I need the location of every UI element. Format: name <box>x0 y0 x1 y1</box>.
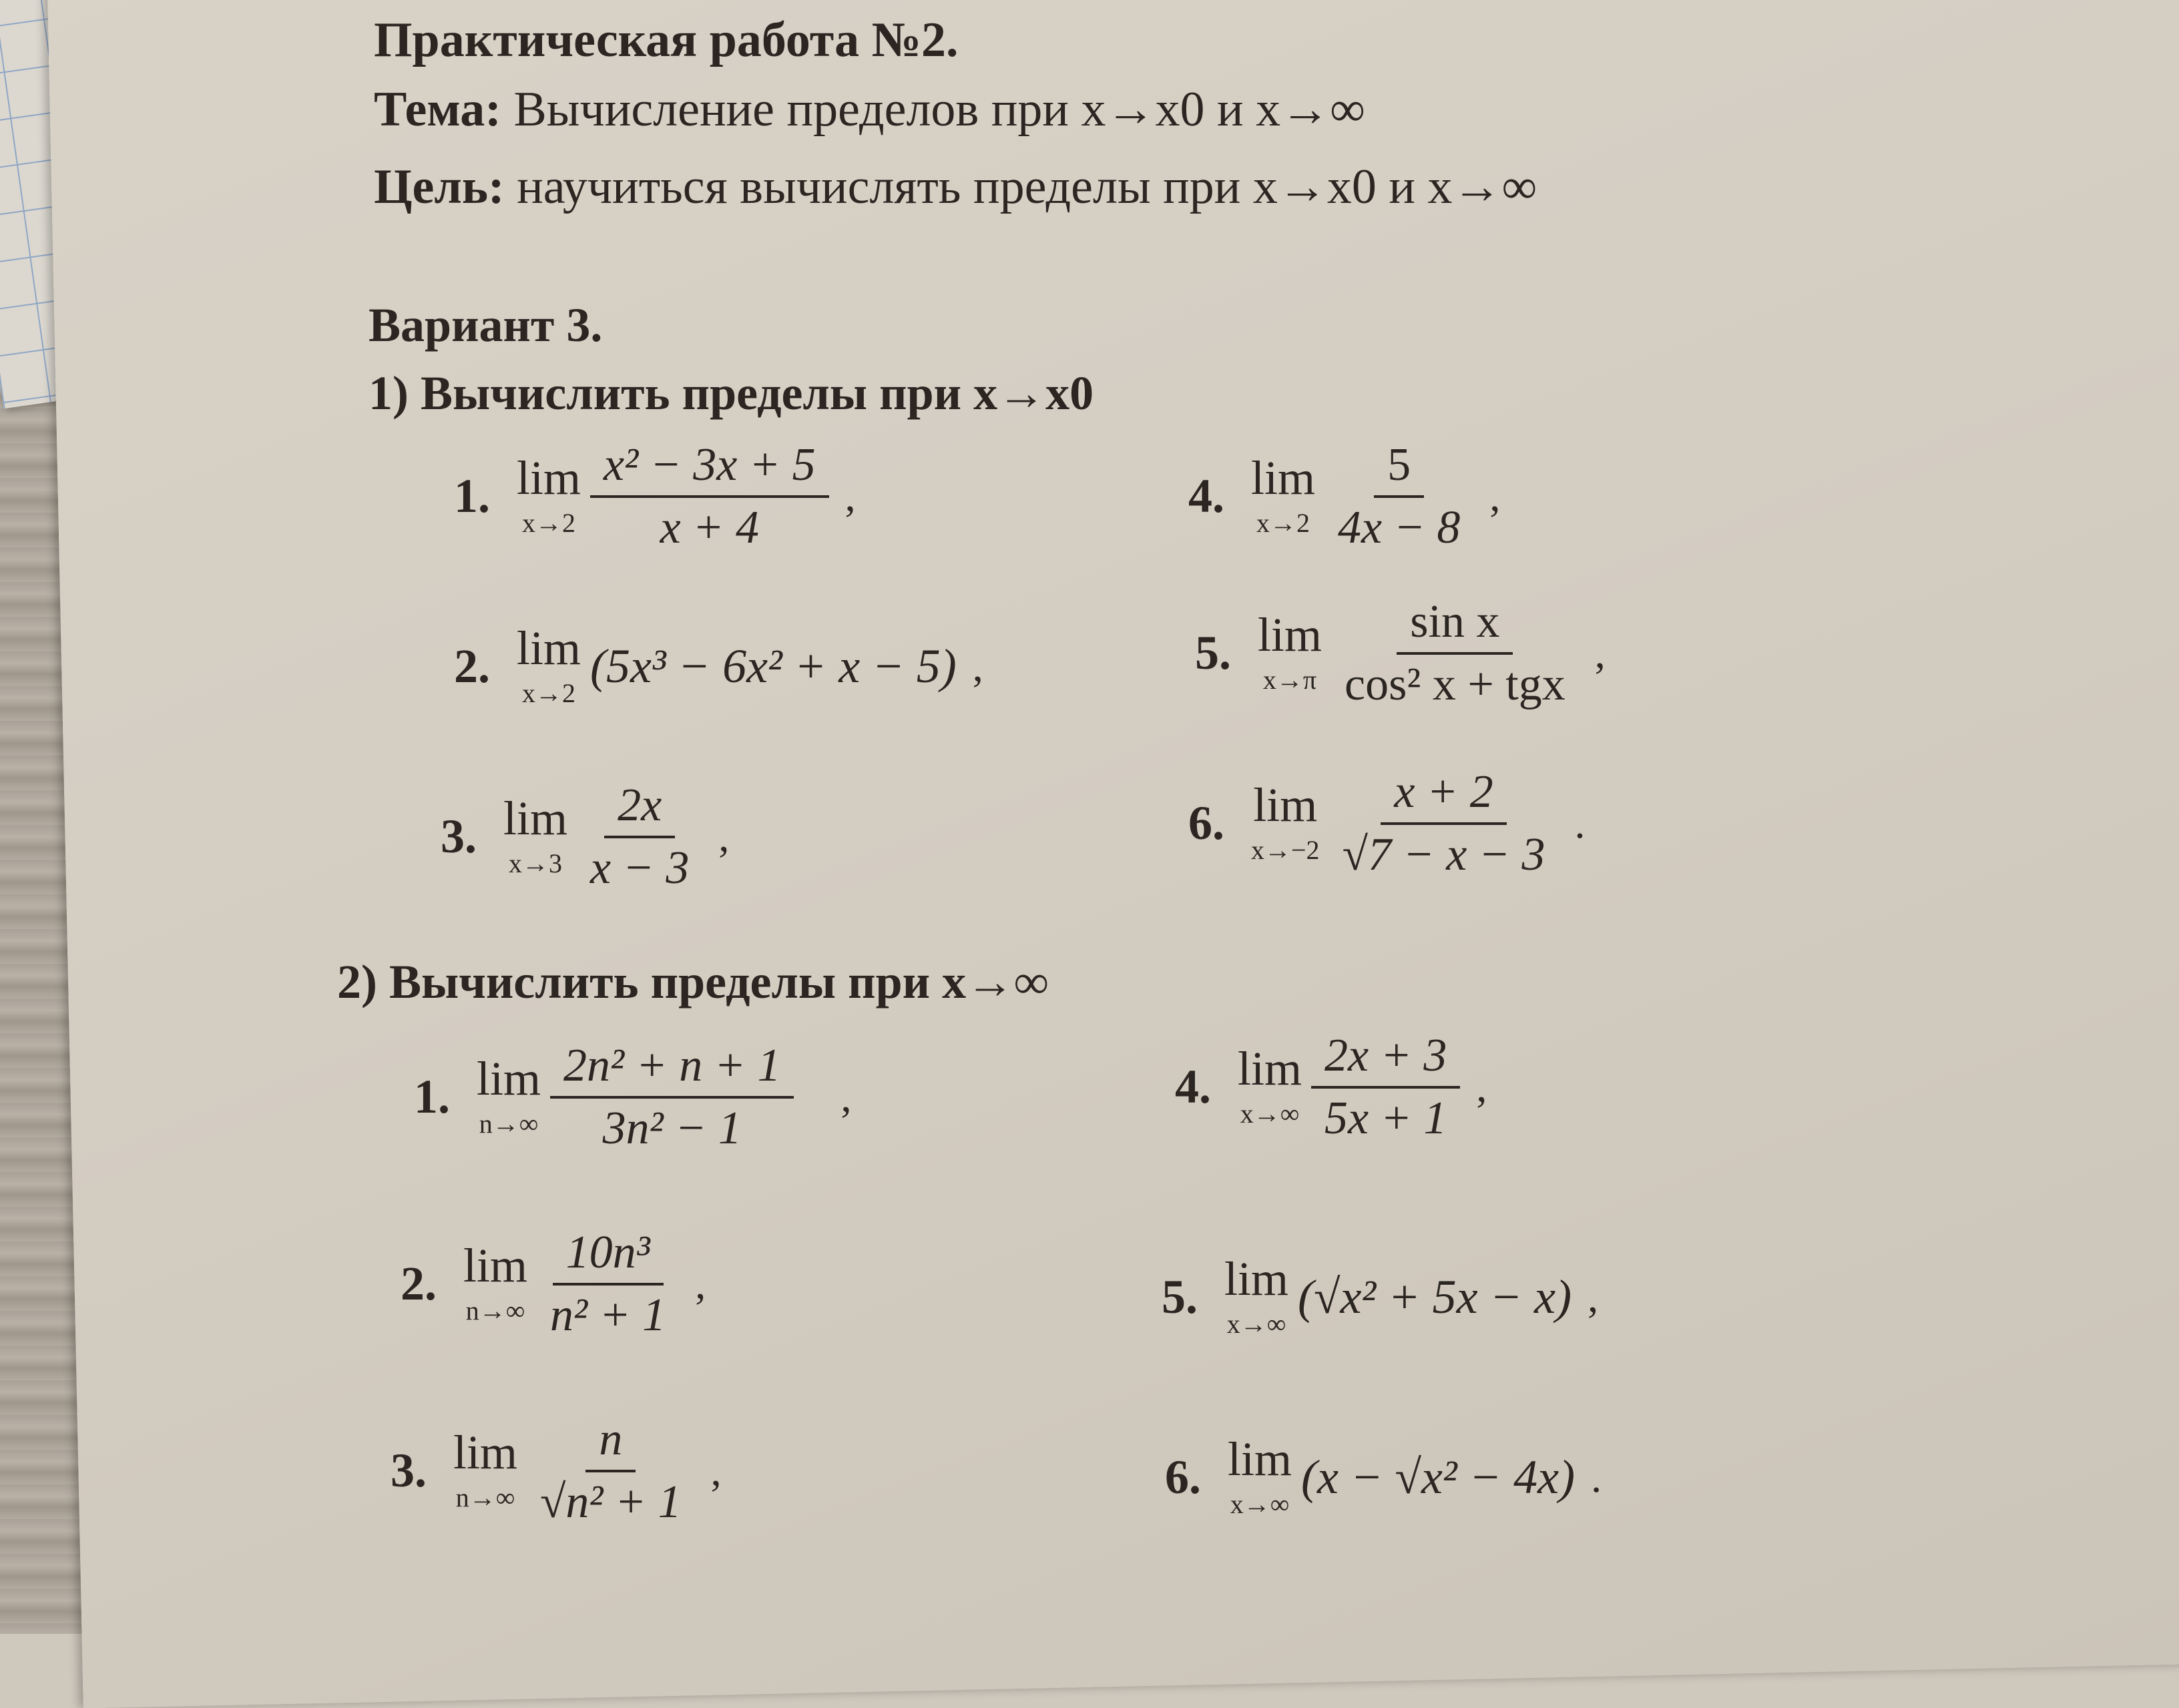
punctuation: , <box>844 472 856 520</box>
limit-operator <box>517 451 581 539</box>
lim-subscript: x→∞ <box>1226 1309 1286 1339</box>
numerator: n <box>585 1415 636 1472</box>
denominator: 5x + 1 <box>1324 1092 1447 1144</box>
topic-label: Тема: <box>374 82 501 137</box>
problem-number: 5. <box>1195 626 1231 679</box>
s2-problem-5 <box>1162 1252 1599 1340</box>
limit-operator <box>1251 451 1316 539</box>
lim-subscript: x→π <box>1262 665 1317 695</box>
fraction <box>1311 1031 1460 1143</box>
lim-word: lim <box>1228 1432 1292 1486</box>
lim-subscript: n→∞ <box>479 1109 539 1139</box>
problem-number: 1. <box>414 1070 450 1123</box>
lim-word: lim <box>477 1052 541 1105</box>
lim-subscript: n→∞ <box>465 1296 525 1326</box>
topic-line <box>374 81 1365 138</box>
s1-problem-5 <box>1195 597 1606 709</box>
limit-operator <box>463 1241 527 1326</box>
lim-subscript: x→3 <box>509 848 562 878</box>
problem-number: 6. <box>1165 1450 1201 1504</box>
limit-operator <box>1238 1042 1302 1129</box>
s1-problem-4 <box>1188 441 1500 552</box>
punctuation: , <box>1594 629 1606 677</box>
punctuation: , <box>710 1446 722 1494</box>
s2-problem-1 <box>414 1041 851 1153</box>
s1-problem-3 <box>441 781 729 892</box>
fraction <box>550 1041 794 1153</box>
problem-number: 4. <box>1188 469 1224 523</box>
problem-number: 3. <box>391 1444 427 1497</box>
punctuation: . <box>1574 799 1586 847</box>
denominator: n² + 1 <box>550 1289 666 1341</box>
limit-operator <box>1258 608 1322 695</box>
denominator: √n² + 1 <box>540 1476 682 1528</box>
goal-line <box>374 159 1537 216</box>
punctuation: . <box>1591 1453 1602 1501</box>
numerator: 2x + 3 <box>1311 1031 1460 1089</box>
lim-word: lim <box>503 792 568 845</box>
limit-operator <box>1228 1432 1292 1520</box>
numerator: 10n³ <box>553 1228 664 1286</box>
section2-title: 2) Вычислить пределы при x→∞ <box>337 955 1049 1009</box>
fraction <box>1331 597 1579 709</box>
limit-operator <box>477 1052 541 1139</box>
punctuation: , <box>1489 472 1501 520</box>
denominator: 4x − 8 <box>1338 501 1461 553</box>
lim-subscript: x→−2 <box>1251 835 1320 865</box>
fraction <box>537 1228 679 1340</box>
s2-problem-6 <box>1165 1432 1602 1520</box>
section1-title: 1) Вычислить пределы при x→x0 <box>369 366 1094 420</box>
problem-number: 1. <box>454 469 490 523</box>
lim-word: lim <box>453 1426 518 1479</box>
limit-operator <box>503 794 567 879</box>
lim-word: lim <box>517 621 581 675</box>
punctuation: , <box>695 1259 706 1308</box>
lim-word: lim <box>517 451 581 505</box>
denominator: √7 − x − 3 <box>1342 828 1545 880</box>
problem-number: 2. <box>401 1257 437 1310</box>
lim-subscript: n→∞ <box>455 1482 515 1512</box>
s1-problem-6 <box>1188 768 1586 879</box>
lim-word: lim <box>1238 1042 1302 1095</box>
problem-number: 5. <box>1162 1270 1198 1324</box>
numerator: 5 <box>1374 441 1424 498</box>
lim-word: lim <box>463 1239 528 1292</box>
goal-text: научиться вычислять пределы при x→x0 и x→∞ <box>517 160 1537 214</box>
s2-problem-2 <box>401 1228 706 1340</box>
lim-subscript: x→∞ <box>1230 1489 1290 1519</box>
limit-operator <box>517 621 581 709</box>
numerator: x² − 3x + 5 <box>590 441 829 498</box>
problem-number: 3. <box>441 810 477 863</box>
punctuation: , <box>840 1073 852 1121</box>
limit-operator <box>453 1428 517 1513</box>
problem-number: 2. <box>454 639 490 693</box>
problem-number: 4. <box>1175 1060 1211 1113</box>
problem-number: 6. <box>1188 796 1224 850</box>
lim-subscript: x→2 <box>522 678 575 708</box>
fraction <box>1324 441 1473 552</box>
limit-operator <box>1224 1252 1289 1340</box>
lim-subscript: x→2 <box>522 508 575 538</box>
s2-problem-4 <box>1175 1031 1487 1143</box>
denominator: 3n² − 1 <box>602 1102 742 1154</box>
s2-problem-3 <box>391 1415 722 1526</box>
limit-operator <box>1251 778 1320 866</box>
denominator: x − 3 <box>590 842 690 894</box>
numerator: sin x <box>1397 597 1513 655</box>
lim-word: lim <box>1258 608 1322 661</box>
lim-word: lim <box>1251 451 1316 505</box>
numerator: 2x <box>604 781 675 838</box>
goal-label: Цель: <box>374 160 505 214</box>
punctuation: , <box>1588 1273 1599 1321</box>
numerator: x + 2 <box>1381 768 1506 825</box>
lim-word: lim <box>1224 1252 1289 1306</box>
fraction <box>577 781 702 892</box>
s1-problem-1 <box>454 441 856 552</box>
s1-problem-2 <box>454 621 983 709</box>
lim-subscript: x→∞ <box>1240 1099 1300 1129</box>
fraction <box>590 441 829 552</box>
worksheet-title: Практическая работа №2. <box>374 13 959 67</box>
expression: (5x³ − 6x² + x − 5) <box>590 639 957 693</box>
punctuation: , <box>718 812 730 860</box>
topic-text: Вычисление пределов при x→x0 и x→∞ <box>513 82 1365 137</box>
fraction <box>527 1415 695 1526</box>
variant-label: Вариант 3. <box>369 298 603 352</box>
numerator: 2n² + n + 1 <box>550 1041 794 1099</box>
denominator: x + 4 <box>660 501 759 553</box>
denominator: cos² x + tgx <box>1345 658 1565 710</box>
lim-subscript: x→2 <box>1256 508 1310 538</box>
fraction <box>1329 768 1559 879</box>
punctuation: , <box>1476 1063 1487 1111</box>
expression: (√x² + 5x − x) <box>1298 1270 1572 1324</box>
punctuation: , <box>972 642 983 690</box>
expression: (x − √x² − 4x) <box>1301 1450 1576 1504</box>
lim-word: lim <box>1253 778 1318 832</box>
